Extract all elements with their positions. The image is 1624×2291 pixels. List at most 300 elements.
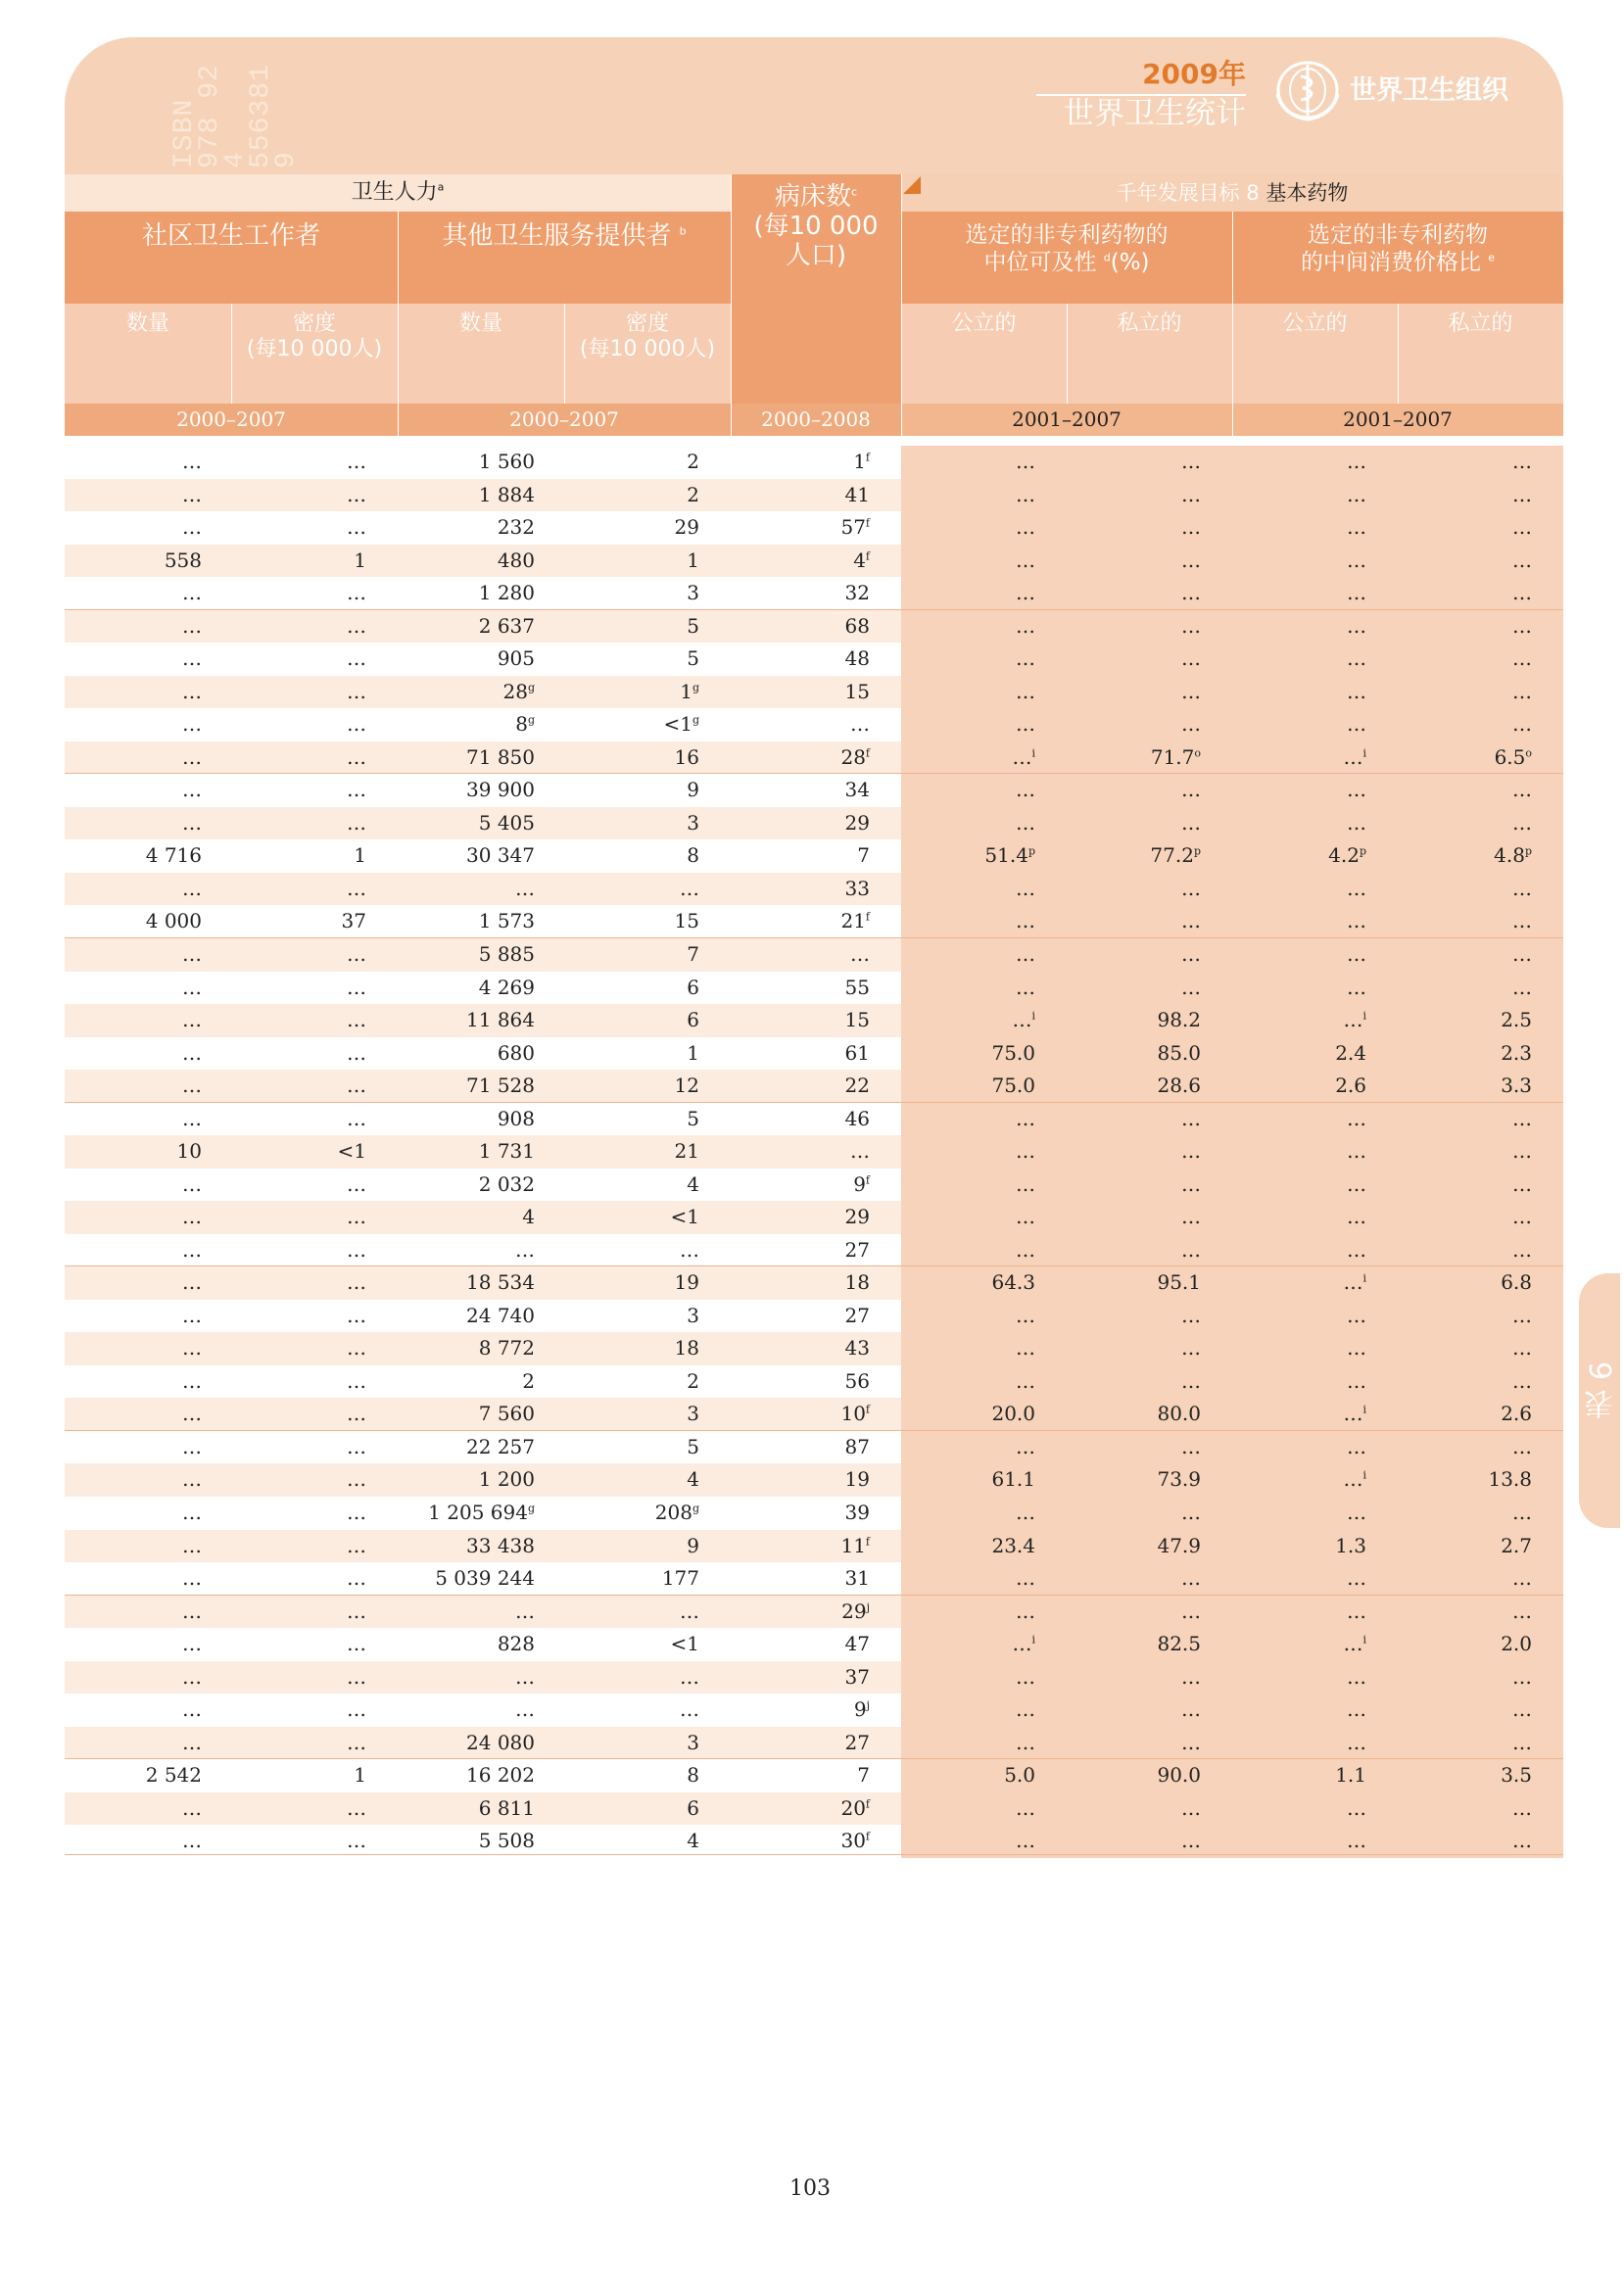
table-cell: … [182, 1106, 202, 1130]
table-cell: 27 [844, 1730, 870, 1754]
table-cell: 19 [674, 1270, 699, 1295]
table-cell: … [1181, 1434, 1201, 1458]
table-row [65, 938, 1563, 972]
footnote-marker: i [1362, 1468, 1366, 1482]
table-cell: 2 032 [478, 1171, 535, 1196]
table-cell: … [182, 1599, 202, 1623]
table-cell: 21 [674, 1139, 699, 1164]
table-cell: … [1181, 613, 1201, 638]
table-cell: … [1016, 1566, 1035, 1591]
table-cell: 1 731 [478, 1139, 535, 1164]
footnote-marker: i [1031, 1633, 1035, 1647]
table-cell: … [347, 1171, 366, 1196]
table-cell: <1 [670, 1632, 699, 1656]
table-cell: … [850, 941, 870, 966]
period-beds: 2000–2008 [731, 404, 901, 436]
table-bottom-rule [65, 1854, 1563, 1855]
table-cell: 3 [687, 581, 699, 605]
table-cell: 1.3 [1335, 1533, 1366, 1557]
table-cell: 8 [687, 843, 699, 868]
table-cell: … [1016, 712, 1035, 737]
table-cell: … [347, 1106, 366, 1130]
table-cell: 75.0 [991, 1074, 1035, 1098]
table-cell: $<1^g$ [663, 712, 699, 737]
table-cell: … [1347, 581, 1366, 605]
period-other: 2000–2007 [398, 404, 731, 436]
footnote-marker: p [1027, 844, 1035, 858]
table-cell: 828 [497, 1632, 535, 1656]
table-row [65, 1792, 1563, 1826]
table-cell: 29 [844, 1205, 870, 1229]
table-cell: … [347, 1008, 366, 1032]
table-row [65, 1694, 1563, 1727]
table-row [65, 1463, 1563, 1497]
table-cell: 23.4 [991, 1533, 1035, 1557]
table-row [65, 1530, 1563, 1563]
table-cell: … [1347, 450, 1366, 473]
table-cell: 6 [687, 1008, 699, 1032]
table-cell: … [1016, 1434, 1035, 1458]
table-cell: … [182, 1368, 202, 1393]
workforce-group-title [65, 174, 731, 212]
table-cell: … [1181, 1829, 1201, 1853]
table-row [65, 708, 1563, 741]
table-cell: … [347, 1795, 366, 1820]
public-label: 公立的 [951, 311, 1017, 336]
table-cell: … [347, 1664, 366, 1689]
table-cell: … [1512, 679, 1532, 703]
table-cell: … [1512, 1106, 1532, 1130]
table-cell: … [1016, 581, 1035, 605]
table-cell: 64.3 [991, 1270, 1035, 1295]
table-row [65, 1661, 1563, 1694]
table-cell: … [1347, 1303, 1366, 1327]
table-cell: <1 [670, 1205, 699, 1229]
table-cell: … [347, 1270, 366, 1295]
table-cell: …$^i$ [1343, 1008, 1366, 1032]
table-cell: … [347, 1040, 366, 1065]
table-row [65, 1398, 1563, 1431]
table-cell: … [182, 679, 202, 703]
table-cell: … [1347, 1697, 1366, 1722]
table-cell: … [1181, 1730, 1201, 1754]
table-cell: 87 [844, 1434, 870, 1458]
table-cell: … [1347, 1566, 1366, 1591]
table-cell: 4 [687, 1171, 699, 1196]
table-cell: … [347, 1730, 366, 1754]
table-cell: 28$^f$ [840, 744, 870, 769]
table-cell: … [1016, 1795, 1035, 1820]
table-row [65, 839, 1563, 873]
table-cell: … [182, 1237, 202, 1262]
beds-unit-1: (每10 000 [753, 212, 879, 241]
table-cell: …$^i$ [1343, 1402, 1366, 1426]
table-cell: 2.6 [1501, 1402, 1532, 1426]
table-cell: 33 [844, 876, 870, 900]
table-cell: … [347, 975, 366, 999]
number-label: 数量 [125, 311, 169, 336]
table-cell: … [1347, 1434, 1366, 1458]
side-tab-label: 表 6 [1585, 1361, 1619, 1419]
table-cell: … [347, 1205, 366, 1229]
table-cell: 28$^g$ [502, 679, 535, 703]
table-cell: 4 269 [478, 975, 535, 999]
table-cell: … [1016, 1205, 1035, 1229]
table-cell: 7 560 [478, 1402, 535, 1426]
table-cell: 33 438 [466, 1533, 535, 1557]
table-cell: … [347, 646, 366, 671]
footnote-marker: f [865, 451, 870, 464]
table-cell: …$^i$ [1343, 1467, 1366, 1492]
isbn-text: ISBN 978 92 4 556381 9 [169, 64, 302, 168]
table-cell: 1 [687, 548, 699, 572]
table-cell: 82.5 [1157, 1632, 1201, 1656]
table-cell: … [1016, 1171, 1035, 1196]
table-cell: 2 [687, 450, 699, 473]
header-divider [901, 174, 902, 436]
table-cell: … [182, 778, 202, 802]
table-cell: … [1347, 1205, 1366, 1229]
table-cell: 908 [497, 1106, 535, 1130]
table-cell: 1$^f$ [853, 450, 870, 473]
table-cell: … [182, 941, 202, 966]
availability-public-header [901, 304, 1067, 404]
table-row [65, 446, 1563, 479]
table-cell: … [347, 613, 366, 638]
table-cell: 13.8 [1488, 1467, 1532, 1492]
table-row [65, 1431, 1563, 1464]
table-cell: … [1347, 1171, 1366, 1196]
footnote-marker: p [1193, 844, 1201, 858]
table-cell: … [1181, 810, 1201, 835]
table-cell: 55 [844, 975, 870, 999]
density-unit: (每10 000人) [579, 337, 716, 361]
table-cell: 68 [844, 613, 870, 638]
table-cell: 12 [674, 1074, 699, 1098]
table-cell: … [347, 1533, 366, 1557]
table-cell: … [182, 1402, 202, 1426]
table-cell: 7 [857, 1763, 870, 1788]
table-cell: … [182, 712, 202, 737]
table-cell: 24 080 [466, 1730, 535, 1754]
table-cell: 3 [687, 1730, 699, 1754]
other-density-header [564, 304, 731, 404]
table-cell: 2.6 [1335, 1074, 1366, 1098]
table-cell: 48 [844, 646, 870, 671]
community-density-header [231, 304, 398, 404]
table-cell: 5 405 [478, 810, 535, 835]
table-cell: 2.0 [1501, 1632, 1532, 1656]
table-cell: 1 [354, 548, 366, 572]
report-title: 世界卫生统计 [1064, 96, 1246, 131]
table-cell: … [1181, 1205, 1201, 1229]
other-providers-label: 其他卫生服务提供者 [442, 221, 672, 251]
table-cell: … [1016, 1139, 1035, 1164]
table-cell: 90.0 [1157, 1763, 1201, 1788]
table-cell: … [182, 1008, 202, 1032]
table-cell: 34 [844, 778, 870, 802]
table-row [65, 873, 1563, 906]
table-cell: … [1016, 778, 1035, 802]
table-cell: … [1181, 1566, 1201, 1591]
table-cell: 1 884 [478, 482, 535, 506]
table-cell: … [182, 1632, 202, 1656]
table-cell: 3 [687, 810, 699, 835]
table-cell: 5 [687, 646, 699, 671]
footnote-marker: d [1103, 251, 1111, 264]
table-row [65, 1300, 1563, 1333]
table-cell: … [1181, 1501, 1201, 1524]
corner-triangle-icon [901, 174, 923, 196]
footnote-marker: g [527, 713, 535, 727]
table-cell: 2.5 [1501, 1008, 1532, 1032]
table-cell: 1 [354, 1763, 366, 1788]
footnote-marker: i [1362, 1009, 1366, 1023]
footnote-marker: i [1362, 1403, 1366, 1416]
table-cell: 71 528 [466, 1074, 535, 1098]
table-cell: … [182, 613, 202, 638]
footnote-marker: j [866, 1698, 870, 1712]
footnote-marker: j [866, 1599, 870, 1613]
table-cell: 16 202 [466, 1763, 535, 1788]
table-cell: … [1512, 548, 1532, 572]
footnote-marker: i [1031, 1009, 1035, 1023]
table-cell: … [347, 1829, 366, 1853]
table-cell: … [182, 810, 202, 835]
table-cell: 1 [354, 843, 366, 868]
table-cell: 6.8 [1501, 1270, 1532, 1295]
table-cell: 85.0 [1157, 1040, 1201, 1065]
table-cell: 27 [844, 1237, 870, 1262]
table-cell: 5 [687, 613, 699, 638]
table-cell: 10 [176, 1139, 202, 1164]
table-cell: … [515, 1599, 535, 1623]
table-cell: … [1181, 1106, 1201, 1130]
table-cell: 9$^f$ [853, 1171, 870, 1196]
table-cell: 6.5$^o$ [1494, 744, 1532, 769]
table-cell: … [1181, 712, 1201, 737]
table-cell: … [1016, 1336, 1035, 1360]
table-cell: 2 637 [478, 613, 535, 638]
footnote-marker: i [1362, 746, 1366, 760]
table-cell: 27 [844, 1303, 870, 1327]
table-cell: 56 [844, 1368, 870, 1393]
table-cell: … [1512, 1139, 1532, 1164]
table-cell: … [1347, 810, 1366, 835]
table-row [65, 1070, 1563, 1103]
table-cell: 57$^f$ [840, 515, 870, 540]
table-cell: 30$^f$ [840, 1829, 870, 1853]
header-divider [1398, 304, 1399, 404]
table-row [65, 1365, 1563, 1399]
table-row [65, 1562, 1563, 1596]
header-divider [1232, 212, 1233, 436]
footnote-marker: g [692, 1502, 699, 1515]
table-cell: … [1016, 810, 1035, 835]
table-cell: … [182, 450, 202, 473]
table-cell: 8 772 [478, 1336, 535, 1360]
table-cell: 1 280 [478, 581, 535, 605]
table-cell: 39 900 [466, 778, 535, 802]
table-cell: 4.8$^p$ [1494, 843, 1532, 868]
table-cell: 905 [497, 646, 535, 671]
table-cell: … [1347, 1664, 1366, 1689]
table-cell: … [347, 1697, 366, 1722]
other-number-header [398, 304, 564, 404]
table-cell: … [347, 1402, 366, 1426]
table-row [65, 1135, 1563, 1169]
table-cell: … [182, 975, 202, 999]
table-cell: … [1181, 679, 1201, 703]
table-cell: 9 [687, 1533, 699, 1557]
table-cell: … [1181, 482, 1201, 506]
table-cell: … [1512, 1237, 1532, 1262]
period-community: 2000–2007 [65, 404, 398, 436]
table-row [65, 545, 1563, 578]
footnote-marker: i [1362, 1633, 1366, 1647]
table-cell: … [1347, 1237, 1366, 1262]
table-cell: 2.7 [1501, 1533, 1532, 1557]
table-cell: … [1016, 1106, 1035, 1130]
price-public-header [1232, 304, 1398, 404]
table-row [65, 972, 1563, 1005]
table-cell: 480 [497, 548, 535, 572]
table-cell: <1 [337, 1139, 366, 1164]
table-cell: …$^i$ [1012, 1632, 1035, 1656]
table-cell: 3.5 [1501, 1763, 1532, 1788]
table-cell: … [1181, 975, 1201, 999]
table-cell: … [1512, 712, 1532, 737]
table-cell: … [1512, 1730, 1532, 1754]
table-cell: 19 [844, 1467, 870, 1492]
footnote-marker: f [865, 549, 870, 562]
table-cell: … [1512, 1434, 1532, 1458]
table-cell: … [182, 581, 202, 605]
table-cell: 1$^g$ [680, 679, 699, 703]
table-cell: … [1181, 1303, 1201, 1327]
table-cell: … [347, 876, 366, 900]
table-cell: 29 [674, 515, 699, 540]
table-cell: … [1347, 1368, 1366, 1393]
who-emblem-icon [1271, 55, 1344, 123]
table-cell: … [850, 712, 870, 737]
table-cell: … [1016, 1697, 1035, 1722]
table-cell: … [1016, 548, 1035, 572]
table-cell: … [1181, 515, 1201, 540]
table-row [65, 1332, 1563, 1365]
table-cell: … [1347, 1829, 1366, 1853]
header-divider [231, 304, 232, 404]
table-cell: … [850, 1139, 870, 1164]
footnote-marker: g [527, 1502, 535, 1515]
table-cell: … [182, 1533, 202, 1557]
table-cell: 11 864 [466, 1008, 535, 1032]
table-cell: … [1181, 581, 1201, 605]
table-cell: 5 [687, 1434, 699, 1458]
table-cell: … [182, 1566, 202, 1591]
table-cell: 6 [687, 975, 699, 999]
table-cell: 71.7$^o$ [1150, 744, 1201, 769]
table-cell: … [1181, 646, 1201, 671]
table-row [65, 1266, 1563, 1300]
table-cell: 4 [522, 1205, 535, 1229]
table-cell: … [1347, 1106, 1366, 1130]
table-cell: … [1181, 1368, 1201, 1393]
table-cell: … [1512, 941, 1532, 966]
table-cell: … [347, 1434, 366, 1458]
table-cell: … [347, 1467, 366, 1492]
table-cell: 2 [687, 482, 699, 506]
table-row [65, 1037, 1563, 1071]
table-cell: … [1181, 1697, 1201, 1722]
table-cell: 558 [164, 548, 202, 572]
table-cell: … [1016, 1237, 1035, 1262]
footnote-marker: f [865, 1403, 870, 1416]
table-row [65, 479, 1563, 512]
table-cell: 5 039 244 [435, 1566, 535, 1591]
table-cell: … [1016, 1664, 1035, 1689]
table-cell: 73.9 [1157, 1467, 1201, 1492]
table-cell: … [347, 1501, 366, 1524]
mdg-prefix: 千年发展目标 8 [1116, 181, 1260, 205]
table-cell: … [515, 1697, 535, 1722]
table-cell: 21$^f$ [840, 909, 870, 933]
footnote-marker: a [437, 180, 445, 194]
table-cell: … [182, 515, 202, 540]
table-cell: … [1181, 1795, 1201, 1820]
table-cell: … [1347, 515, 1366, 540]
table-cell: … [515, 1664, 535, 1689]
table-cell: … [1347, 1336, 1366, 1360]
price-private-header [1398, 304, 1563, 404]
table-cell: … [1347, 1599, 1366, 1623]
table-cell: … [347, 778, 366, 802]
table-cell: … [1181, 909, 1201, 933]
table-cell: 61 [844, 1040, 870, 1065]
data-table [65, 446, 1563, 1858]
community-workers-label: 社区卫生工作者 [141, 221, 320, 251]
table-cell: … [1347, 712, 1366, 737]
table-cell: 30 347 [466, 843, 535, 868]
table-cell: … [347, 450, 366, 473]
table-cell: … [1181, 1139, 1201, 1164]
table-cell: … [1347, 909, 1366, 933]
table-cell: … [347, 712, 366, 737]
table-row [65, 1628, 1563, 1661]
table-cell: 24 740 [466, 1303, 535, 1327]
table-cell: 6 811 [478, 1795, 535, 1820]
hospital-beds-header [731, 174, 901, 404]
price-label-1: 选定的非专利药物 [1308, 222, 1488, 248]
table-cell: 37 [341, 909, 366, 933]
table-cell: 43 [844, 1336, 870, 1360]
table-cell: 47.9 [1157, 1533, 1201, 1557]
private-label: 私立的 [1117, 311, 1182, 336]
footnote-marker: f [865, 746, 870, 760]
table-cell: … [1347, 778, 1366, 802]
table-cell: 5 508 [478, 1829, 535, 1853]
table-cell: … [182, 1829, 202, 1853]
mdg-label: 基本药物 [1266, 181, 1349, 205]
footnote-marker: b [679, 224, 687, 238]
workforce-group-label: 卫生人力 [351, 180, 438, 205]
table-cell: … [1181, 941, 1201, 966]
private-label: 私立的 [1448, 311, 1513, 336]
price-ratio-header [1232, 212, 1563, 304]
table-cell: …$^i$ [1343, 1632, 1366, 1656]
table-cell: 177 [661, 1566, 699, 1591]
table-cell: … [1512, 876, 1532, 900]
